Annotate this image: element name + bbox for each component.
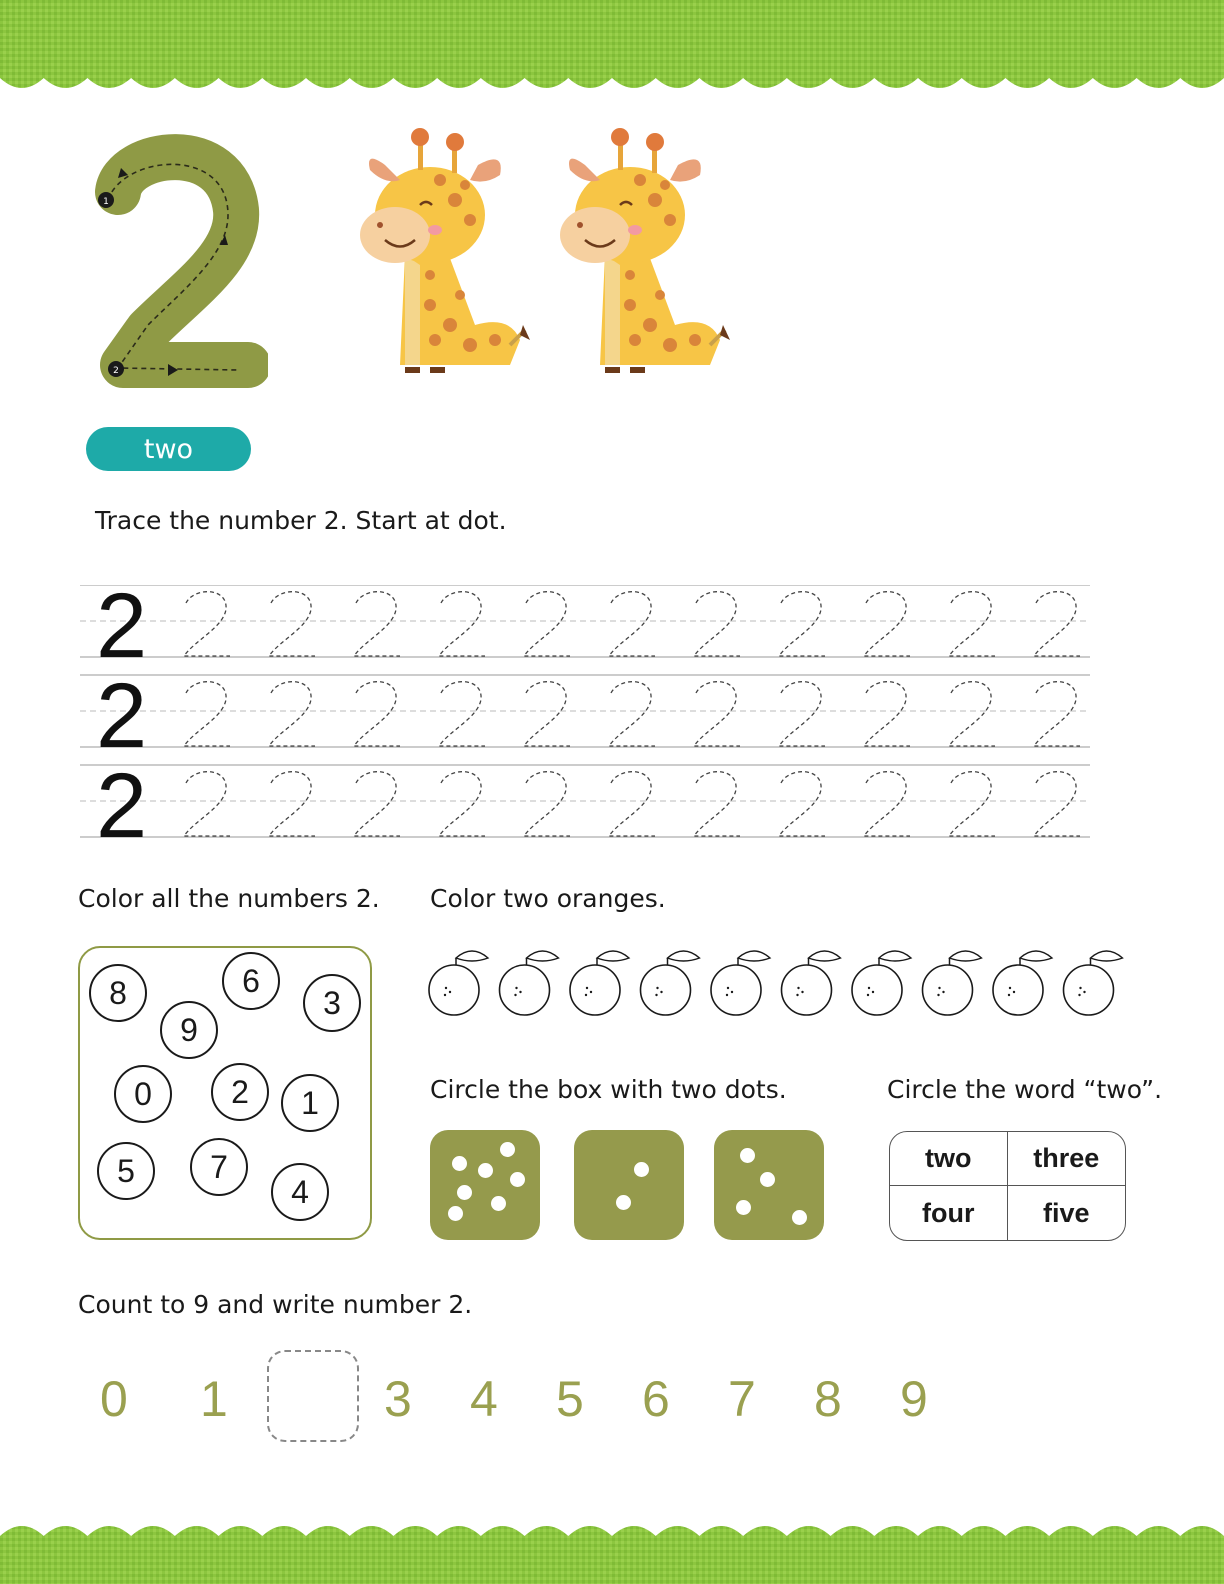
orange-icon [570,951,629,1015]
dotted-number-two [524,592,570,656]
dotted-number-two [184,772,230,836]
trace-row [80,665,1090,767]
dotted-number-two [1034,592,1080,656]
trace-row [80,585,1090,677]
dotted-number-two [439,682,485,746]
dot-box[interactable] [574,1130,684,1240]
number-circle[interactable]: 7 [190,1138,248,1196]
top-border-band [0,0,1224,100]
dotted-number-two [694,592,740,656]
dot-box[interactable] [430,1130,540,1240]
color-numbers-instruction: Color all the numbers 2. [78,884,380,913]
word-choice[interactable]: three [1008,1132,1126,1186]
orange-icon [852,951,911,1015]
number-circle[interactable]: 0 [114,1065,172,1123]
count-number: 6 [642,1371,670,1427]
orange-icon [923,951,982,1015]
solid-number-two: 2 [96,585,148,677]
count-number: 8 [814,1371,842,1427]
dotted-number-two [609,592,655,656]
dotted-number-two [524,682,570,746]
dotted-number-two [184,592,230,656]
dotted-number-two [779,772,825,836]
number-circle[interactable]: 3 [303,974,361,1032]
word-choices-table [889,1131,1126,1241]
missing-number-box[interactable] [267,1350,359,1442]
number-circle[interactable]: 9 [160,1001,218,1059]
count-number: 9 [900,1371,928,1427]
oranges-row [428,940,1148,1020]
dotted-number-two [439,772,485,836]
count-number: 1 [200,1371,228,1427]
giraffe-icon [360,125,540,385]
dotted-number-two [354,772,400,836]
dotted-number-two [439,592,485,656]
number-circle[interactable]: 8 [89,964,147,1022]
dotted-number-two [269,682,315,746]
dotted-number-two [864,682,910,746]
dotted-number-two [949,682,995,746]
dotted-number-two [949,772,995,836]
number-circle[interactable]: 6 [222,952,280,1010]
word-choice[interactable]: five [1042,1197,1090,1228]
dotted-number-two [694,682,740,746]
dot-box[interactable] [714,1130,824,1240]
large-number-two-graphic [78,130,268,400]
dotted-number-two [1034,682,1080,746]
trace-row [80,755,1090,855]
orange-icon [429,951,488,1015]
dotted-number-two [1034,772,1080,836]
bottom-border-band [0,1520,1224,1584]
number-circle[interactable]: 2 [211,1063,269,1121]
word-choice[interactable]: two [890,1132,1008,1186]
solid-number-two: 2 [96,665,148,767]
count-instruction: Count to 9 and write number 2. [78,1290,473,1319]
dotted-number-two [779,682,825,746]
giraffe-icon [560,125,740,385]
orange-icon [500,951,559,1015]
number-circle[interactable]: 1 [281,1074,339,1132]
dotted-number-two [949,592,995,656]
dotted-number-two [779,592,825,656]
dotted-number-two [269,772,315,836]
dotted-number-two [269,592,315,656]
number-word-label: two [86,427,251,471]
orange-icon [1064,951,1123,1015]
count-number: 0 [100,1371,128,1427]
dotted-number-two [184,682,230,746]
dice-instruction: Circle the box with two dots. [430,1075,787,1104]
orange-icon [711,951,770,1015]
dotted-number-two [609,682,655,746]
dotted-number-two [609,772,655,836]
number-circles-box [78,946,372,1240]
dotted-number-two [864,592,910,656]
count-number: 5 [556,1371,584,1427]
dotted-number-two [524,772,570,836]
stroke-marker-1: 1 [103,197,109,207]
orange-icon [993,951,1052,1015]
dotted-number-two [864,772,910,836]
word-choice[interactable]: four [890,1186,1008,1240]
number-circle[interactable]: 5 [97,1142,155,1200]
tracing-practice-area[interactable] [80,585,1100,855]
number-circle[interactable]: 4 [271,1163,329,1221]
count-number: 3 [384,1371,412,1427]
orange-icon [641,951,700,1015]
count-number: 4 [470,1371,498,1427]
dotted-number-two [354,592,400,656]
oranges-instruction: Color two oranges. [430,884,666,913]
trace-instruction: Trace the number 2. Start at dot. [95,506,507,535]
dotted-number-two [694,772,740,836]
count-number: 7 [728,1371,756,1427]
dotted-number-two [354,682,400,746]
orange-icon [782,951,841,1015]
word-instruction: Circle the word “two”. [887,1075,1163,1104]
stroke-marker-2: 2 [113,366,119,376]
solid-number-two: 2 [96,755,148,855]
